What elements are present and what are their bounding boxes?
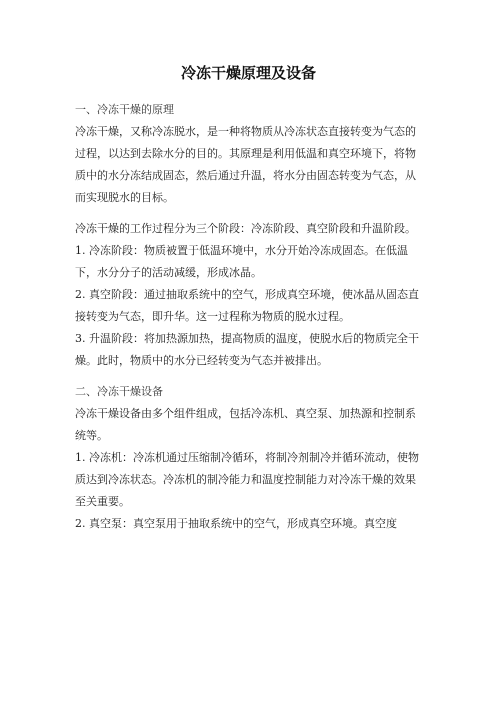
paragraph-definition: 冷冻干燥，又称冷冻脱水，是一种将物质从冷冻状态直接转变为气态的过程，以达到去除水分的目的。其原理是利用低温和真空环境下，将物质中的水分冻结成固态，然后通过升温，将水分由固态转变为气态，从而实现脱水的目标。 xyxy=(75,125,416,204)
section-heading-principle: 一、冷冻干燥的原理 xyxy=(75,103,174,116)
document-content xyxy=(75,62,422,535)
list-item-vacuum-pump: 2. 真空泵：真空泵用于抽取系统中的空气，形成真空环境。真空度 xyxy=(75,517,397,530)
list-item-freezer: 1. 冷冻机：冷冻机通过压缩制冷循环，将制冷剂制冷并循环流动，使物质达到冷冻状态。冷冻机的制冷能力和温度控制能力对冷冻干燥的效果至关重要。 xyxy=(75,451,419,508)
document-title: 冷冻干燥原理及设备 xyxy=(180,64,316,82)
list-item-vacuum-stage: 2. 真空阶段：通过抽取系统中的空气，形成真空环境，使冰晶从固态直接转变为气态，即升华。这一过程称为物质的脱水过程。 xyxy=(75,288,419,323)
paragraph-equipment-intro: 冷冻干燥设备由多个组件组成，包括冷冻机、真空泵、加热源和控制系统等。 xyxy=(75,407,416,442)
list-item-freezing-stage: 1. 冷冻阶段：物质被置于低温环境中，水分开始冷冻成固态。在低温下，水分分子的活动减缓，形成冰晶。 xyxy=(75,244,408,279)
list-item-heating-stage: 3. 升温阶段：将加热源加热，提高物质的温度，使脱水后的物质完全干燥。此时，物质中的水分已经转变为气态并被排出。 xyxy=(75,332,419,367)
section-heading-equipment: 二、冷冻干燥设备 xyxy=(75,385,163,398)
paragraph-stages-intro: 冷冻干燥的工作过程分为三个阶段：冷冻阶段、真空阶段和升温阶段。 xyxy=(75,222,416,235)
